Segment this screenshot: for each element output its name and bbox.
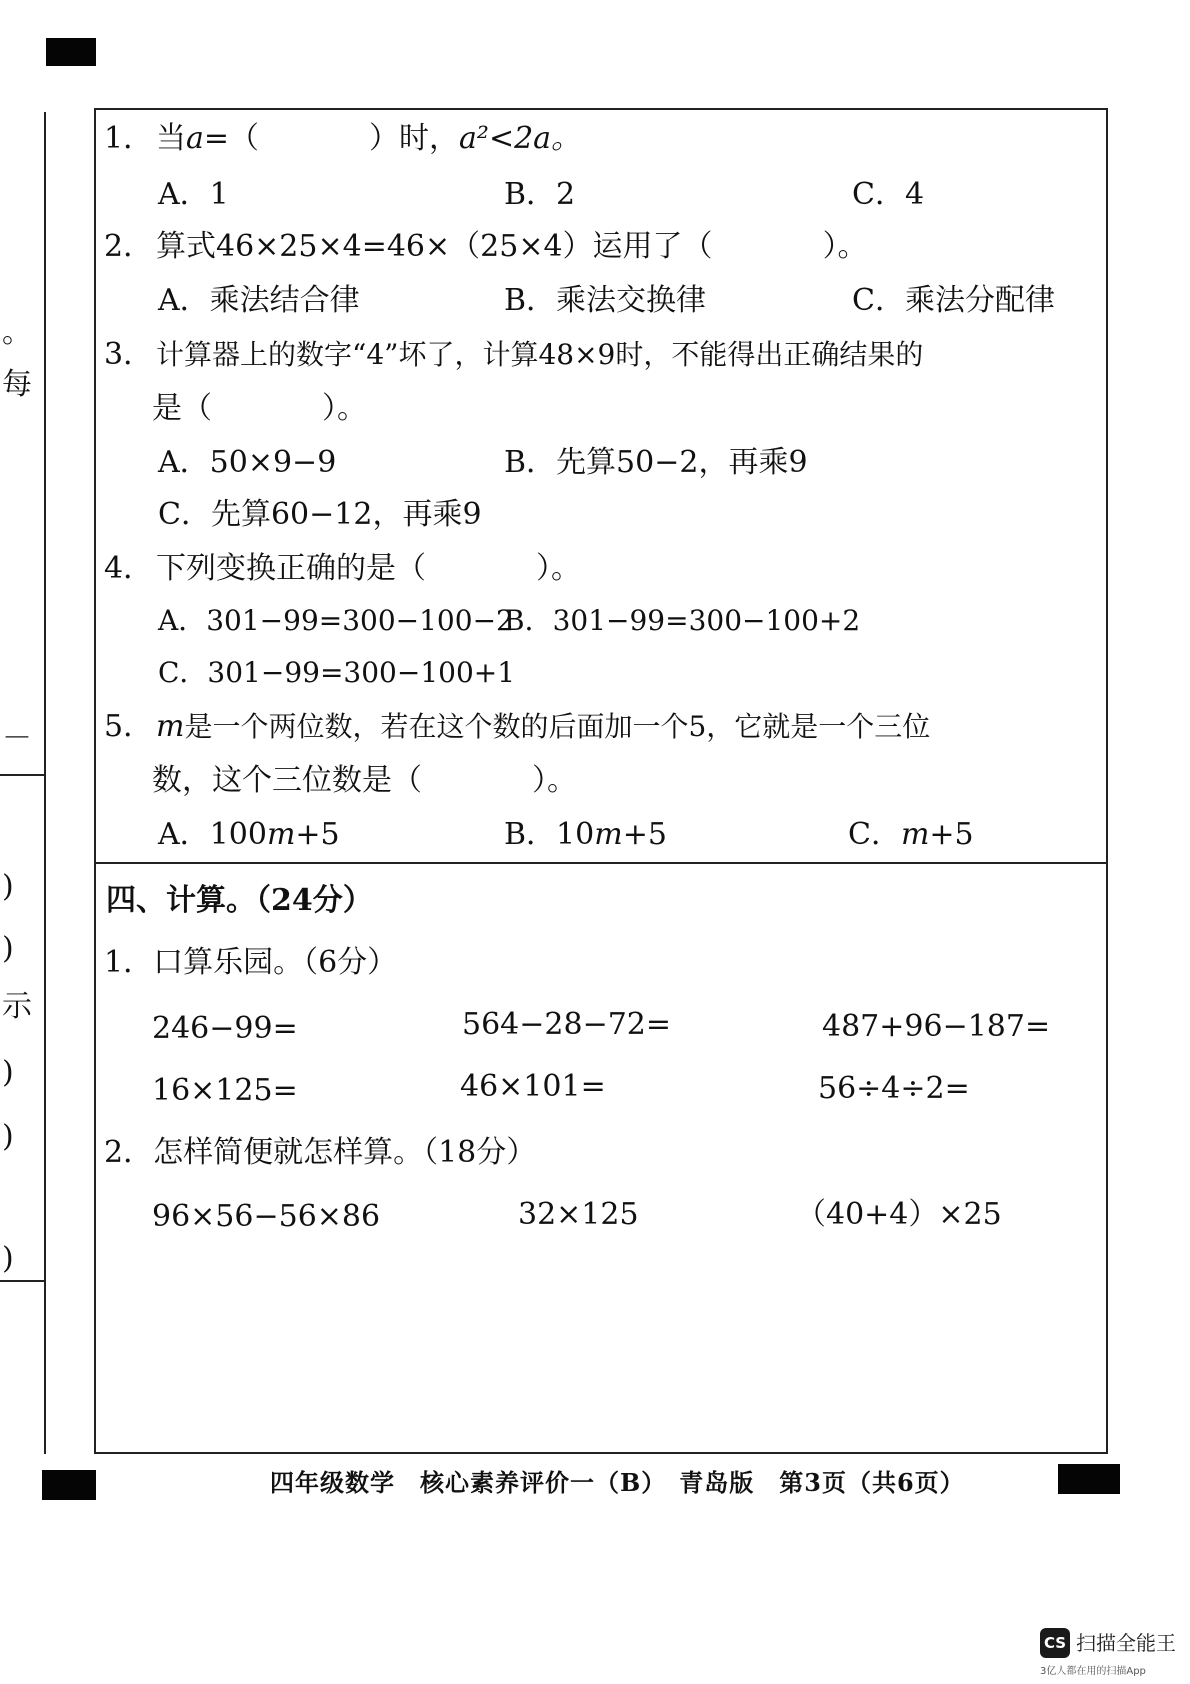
option-c: C．301−99=300−100+1 <box>158 656 516 689</box>
mental-math-item: 46×101= <box>460 1069 606 1104</box>
registration-mark-top-left <box>46 38 96 66</box>
section-4-title: 四、计算。（24分） <box>106 883 373 918</box>
question-4: 4．下列变换正确的是（ ）。 <box>104 551 581 586</box>
margin-divider <box>0 1280 44 1282</box>
option-a: A．100m+5 <box>158 817 340 852</box>
logo-name: 扫描全能王 <box>1076 1631 1176 1655</box>
margin-char: 。 <box>2 315 32 350</box>
left-margin-strip <box>0 112 46 1454</box>
option-c: C．4 <box>852 177 925 212</box>
cs-logo-icon: CS <box>1040 1628 1070 1658</box>
mental-math-item: 246−99= <box>152 1011 298 1046</box>
margin-char: ) <box>2 1055 14 1090</box>
choice-questions-box <box>94 108 1108 864</box>
logo-tagline: 3亿人都在用的扫描App <box>1040 1666 1146 1677</box>
mental-math-item: 56÷4÷2= <box>818 1071 970 1106</box>
option-c: C．乘法分配律 <box>852 283 1055 318</box>
margin-char: － <box>2 721 32 756</box>
margin-char: ) <box>2 931 14 966</box>
option-b: B．2 <box>504 177 576 212</box>
option-b: B．乘法交换律 <box>504 283 707 318</box>
mental-math-item: 487+96−187= <box>822 1009 1051 1044</box>
option-b: B．10m+5 <box>504 817 667 852</box>
option-c: C．先算60−12，再乘9 <box>158 497 482 532</box>
question-5-line-2: 数，这个三位数是（ ）。 <box>152 763 577 798</box>
margin-char: ) <box>2 1241 14 1276</box>
option-b: B．先算50−2，再乘9 <box>504 445 808 480</box>
option-c: C．m+5 <box>848 817 974 852</box>
margin-divider <box>0 774 44 776</box>
option-a: A．1 <box>158 177 229 212</box>
question-3: 3． 计算器上的数字“4”坏了，计算48×9时，不能得出正确结果的 <box>104 337 924 372</box>
simplify-item: 96×56−56×86 <box>152 1199 381 1234</box>
margin-char: ) <box>2 1119 14 1154</box>
mental-math-item: 564−28−72= <box>462 1007 672 1042</box>
question-2: 2．算式46×25×4=46×（25×4）运用了（ ）。 <box>104 229 868 264</box>
question-3-line-2: 是（ ）。 <box>152 391 367 426</box>
margin-char: 每 <box>2 367 32 402</box>
question-5: 5．m是一个两位数，若在这个数的后面加一个5，它就是一个三位 <box>104 709 931 744</box>
option-b: B．301−99=300−100+2 <box>504 604 861 637</box>
page-footer: 四年级数学 核心素养评价一（B） 青岛版 第3页（共6页） <box>270 1468 965 1497</box>
simplify-item: （40+4）×25 <box>796 1197 1002 1232</box>
margin-char: ) <box>2 869 14 904</box>
option-a: A．50×9−9 <box>158 445 337 480</box>
simplify-item: 32×125 <box>518 1197 639 1232</box>
option-a: A．301−99=300−100−2 <box>158 604 514 637</box>
section-4-q1-title: 1．口算乐园。（6分） <box>104 945 398 980</box>
option-a: A．乘法结合律 <box>158 283 360 318</box>
question-1: 1．当a=（ ）时，a²<2a。 <box>104 121 582 156</box>
registration-mark-bottom-left <box>42 1470 96 1500</box>
mental-math-item: 16×125= <box>152 1073 298 1108</box>
margin-char: 示 <box>2 989 32 1024</box>
section-4-q2-title: 2．怎样简便就怎样算。（18分） <box>104 1135 537 1170</box>
registration-mark-bottom-right <box>1058 1464 1120 1494</box>
